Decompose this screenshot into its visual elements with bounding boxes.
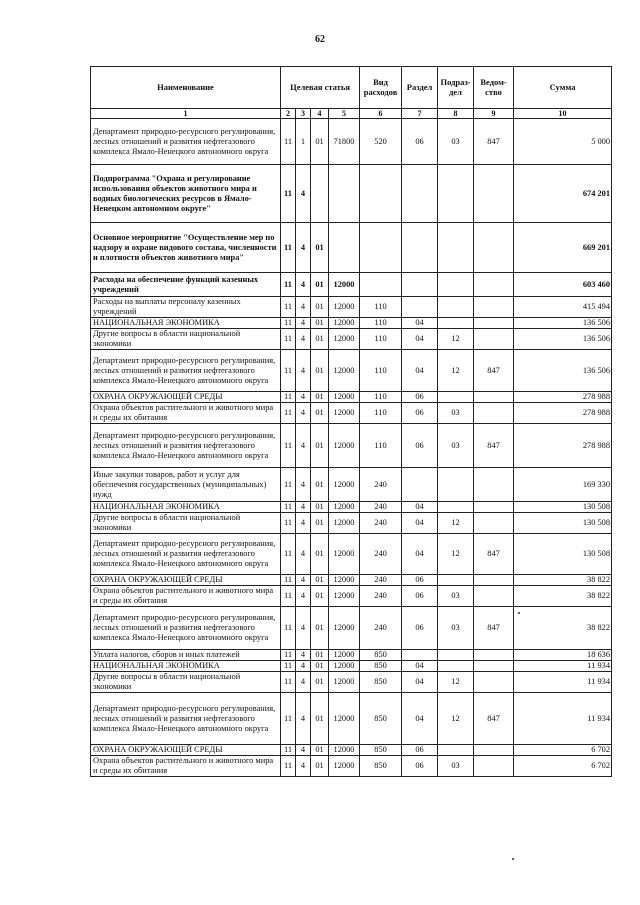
row-code-c6: 520	[360, 119, 402, 165]
row-name: ОХРАНА ОКРУЖАЮЩЕЙ СРЕДЫ	[91, 575, 281, 586]
row-code-c4: 01	[311, 650, 329, 661]
row-code-c7: 06	[402, 392, 438, 403]
row-code-c9: 847	[474, 424, 514, 468]
row-code-c8	[438, 297, 474, 318]
row-code-c6: 110	[360, 403, 402, 424]
row-code-c8	[438, 318, 474, 329]
row-code-c7: 06	[402, 745, 438, 756]
row-name: Основное мероприятие "Осуществление мер по надзору и охране видового состава, численности и плотности объектов животного мира"	[91, 223, 281, 273]
table-row	[91, 502, 612, 513]
row-code-c5: 12000	[329, 607, 360, 650]
row-code-c3: 4	[296, 661, 311, 672]
row-code-c2: 11	[281, 350, 296, 392]
row-code-c3: 4	[296, 403, 311, 424]
table-row	[91, 534, 612, 575]
row-code-c9	[474, 403, 514, 424]
row-code-c6: 240	[360, 575, 402, 586]
row-code-c3: 4	[296, 273, 311, 297]
column-index: 7	[402, 109, 438, 119]
row-code-c3: 4	[296, 575, 311, 586]
row-code-c7: 06	[402, 575, 438, 586]
row-code-c9	[474, 586, 514, 607]
row-amount: 11 934	[514, 693, 612, 745]
row-name: НАЦИОНАЛЬНАЯ ЭКОНОМИКА	[91, 661, 281, 672]
row-code-c4: 01	[311, 273, 329, 297]
table-row	[91, 297, 612, 318]
row-amount: 136 506	[514, 318, 612, 329]
row-code-c7: 04	[402, 350, 438, 392]
row-amount: 169 330	[514, 468, 612, 502]
row-code-c9	[474, 756, 514, 777]
column-index: 1	[91, 109, 281, 119]
row-code-c4: 01	[311, 534, 329, 575]
table-row	[91, 403, 612, 424]
row-code-c8: 12	[438, 693, 474, 745]
row-code-c9	[474, 502, 514, 513]
row-code-c5: 12000	[329, 318, 360, 329]
table-row	[91, 745, 612, 756]
row-code-c3: 4	[296, 650, 311, 661]
table-row	[91, 468, 612, 502]
table-body	[91, 119, 612, 777]
row-code-c8: 03	[438, 756, 474, 777]
row-code-c5	[329, 223, 360, 273]
row-code-c7: 04	[402, 502, 438, 513]
row-name: ОХРАНА ОКРУЖАЮЩЕЙ СРЕДЫ	[91, 392, 281, 403]
row-code-c7	[402, 165, 438, 223]
row-code-c9	[474, 468, 514, 502]
row-amount: 38 822	[514, 575, 612, 586]
row-code-c4: 01	[311, 403, 329, 424]
row-code-c2: 11	[281, 672, 296, 693]
row-code-c2: 11	[281, 318, 296, 329]
row-code-c9: 847	[474, 607, 514, 650]
row-code-c9	[474, 672, 514, 693]
row-code-c4: 01	[311, 119, 329, 165]
row-code-c6: 240	[360, 607, 402, 650]
row-code-c6: 850	[360, 661, 402, 672]
row-code-c9	[474, 392, 514, 403]
row-name: Уплата налогов, сборов и иных платежей	[91, 650, 281, 661]
row-code-c5: 12000	[329, 745, 360, 756]
row-code-c2: 11	[281, 297, 296, 318]
row-code-c8	[438, 575, 474, 586]
row-code-c3: 4	[296, 693, 311, 745]
row-name: Департамент природно-ресурсного регулирования, лесных отношений и развития нефтегазового комплекса Ямало-Ненецкого автономного округа	[91, 534, 281, 575]
row-code-c7	[402, 468, 438, 502]
row-code-c5: 12000	[329, 534, 360, 575]
row-code-c7: 04	[402, 672, 438, 693]
row-code-c7: 06	[402, 424, 438, 468]
row-name: Подпрограмма "Охрана и регулирование использования объектов животного мира и водных биологических ресурсов в Ямало-Ненецком автономном округе"	[91, 165, 281, 223]
row-amount: 674 201	[514, 165, 612, 223]
table-row	[91, 223, 612, 273]
row-amount: 136 506	[514, 350, 612, 392]
row-amount: 38 822	[514, 607, 612, 650]
header-target-article: Целевая статья	[281, 67, 360, 109]
row-code-c9	[474, 745, 514, 756]
row-code-c5: 71800	[329, 119, 360, 165]
scan-dot	[518, 612, 520, 614]
row-code-c8: 12	[438, 350, 474, 392]
row-code-c6: 850	[360, 745, 402, 756]
row-code-c8	[438, 273, 474, 297]
row-code-c2: 11	[281, 502, 296, 513]
row-code-c5: 12000	[329, 672, 360, 693]
table-row	[91, 329, 612, 350]
row-code-c9	[474, 165, 514, 223]
row-code-c2: 11	[281, 534, 296, 575]
table-row	[91, 586, 612, 607]
page-number: 62	[315, 34, 325, 45]
row-code-c2: 11	[281, 165, 296, 223]
table-row	[91, 513, 612, 534]
row-code-c8: 12	[438, 513, 474, 534]
column-index: 5	[329, 109, 360, 119]
table-row	[91, 756, 612, 777]
row-code-c9	[474, 273, 514, 297]
header-department: Ведом-ство	[474, 67, 514, 109]
row-code-c4: 01	[311, 672, 329, 693]
row-code-c8: 12	[438, 534, 474, 575]
row-code-c3: 4	[296, 745, 311, 756]
table-row	[91, 165, 612, 223]
row-code-c7	[402, 650, 438, 661]
row-code-c6: 110	[360, 329, 402, 350]
row-code-c9: 847	[474, 693, 514, 745]
row-code-c3: 4	[296, 513, 311, 534]
row-code-c6: 850	[360, 756, 402, 777]
row-code-c9	[474, 329, 514, 350]
row-code-c3: 4	[296, 329, 311, 350]
row-code-c4	[311, 165, 329, 223]
table-row	[91, 672, 612, 693]
row-code-c2: 11	[281, 392, 296, 403]
row-code-c5: 12000	[329, 297, 360, 318]
row-amount: 11 934	[514, 661, 612, 672]
row-code-c7: 06	[402, 586, 438, 607]
row-code-c5	[329, 165, 360, 223]
row-code-c9	[474, 223, 514, 273]
row-code-c2: 11	[281, 650, 296, 661]
row-code-c4: 01	[311, 392, 329, 403]
row-code-c2: 11	[281, 756, 296, 777]
row-code-c5: 12000	[329, 513, 360, 534]
row-code-c2: 11	[281, 661, 296, 672]
row-code-c2: 11	[281, 223, 296, 273]
row-code-c7: 04	[402, 318, 438, 329]
row-code-c7: 04	[402, 661, 438, 672]
row-name: Департамент природно-ресурсного регулирования, лесных отношений и развития нефтегазового комплекса Ямало-Ненецкого автономного округа	[91, 424, 281, 468]
row-code-c3: 4	[296, 392, 311, 403]
row-amount: 130 508	[514, 513, 612, 534]
row-code-c8	[438, 745, 474, 756]
row-code-c8: 03	[438, 403, 474, 424]
row-code-c7: 04	[402, 513, 438, 534]
row-amount: 669 201	[514, 223, 612, 273]
row-code-c6	[360, 223, 402, 273]
row-code-c6	[360, 273, 402, 297]
row-code-c6: 240	[360, 586, 402, 607]
row-code-c2: 11	[281, 607, 296, 650]
row-code-c9	[474, 513, 514, 534]
row-code-c5: 12000	[329, 329, 360, 350]
row-code-c8: 03	[438, 607, 474, 650]
column-index: 4	[311, 109, 329, 119]
row-code-c7: 06	[402, 119, 438, 165]
row-amount: 278 988	[514, 392, 612, 403]
row-code-c6: 110	[360, 392, 402, 403]
row-code-c2: 11	[281, 468, 296, 502]
row-code-c2: 11	[281, 586, 296, 607]
row-code-c9: 847	[474, 534, 514, 575]
row-code-c6: 850	[360, 650, 402, 661]
table-row	[91, 350, 612, 392]
row-code-c4: 01	[311, 586, 329, 607]
header-name: Наименование	[91, 67, 281, 109]
row-code-c3: 4	[296, 350, 311, 392]
row-code-c3: 4	[296, 502, 311, 513]
row-code-c5: 12000	[329, 273, 360, 297]
column-index-row	[91, 109, 612, 119]
row-code-c5: 12000	[329, 350, 360, 392]
row-code-c7: 04	[402, 534, 438, 575]
row-code-c9	[474, 575, 514, 586]
row-code-c6: 850	[360, 672, 402, 693]
row-code-c2: 11	[281, 403, 296, 424]
row-amount: 415 494	[514, 297, 612, 318]
row-name: Расходы на выплаты персоналу казенных учреждений	[91, 297, 281, 318]
row-amount: 136 506	[514, 329, 612, 350]
row-code-c7: 06	[402, 756, 438, 777]
row-code-c3: 4	[296, 586, 311, 607]
row-name: Иные закупки товаров, работ и услуг для обеспечения государственных (муниципальных) нужд	[91, 468, 281, 502]
row-code-c3: 1	[296, 119, 311, 165]
row-code-c6	[360, 165, 402, 223]
table-row	[91, 693, 612, 745]
row-code-c4: 01	[311, 661, 329, 672]
row-code-c8	[438, 650, 474, 661]
row-code-c5: 12000	[329, 756, 360, 777]
row-code-c8	[438, 468, 474, 502]
row-code-c4: 01	[311, 607, 329, 650]
row-amount: 603 460	[514, 273, 612, 297]
row-code-c6: 110	[360, 350, 402, 392]
row-amount: 278 988	[514, 403, 612, 424]
row-code-c5: 12000	[329, 468, 360, 502]
row-code-c9	[474, 650, 514, 661]
table-row	[91, 650, 612, 661]
row-code-c6: 110	[360, 424, 402, 468]
row-code-c4: 01	[311, 756, 329, 777]
row-amount: 5 000	[514, 119, 612, 165]
row-code-c3: 4	[296, 672, 311, 693]
row-code-c4: 01	[311, 513, 329, 534]
row-code-c7: 06	[402, 403, 438, 424]
table-row	[91, 607, 612, 650]
row-code-c7: 06	[402, 607, 438, 650]
row-name: ОХРАНА ОКРУЖАЮЩЕЙ СРЕДЫ	[91, 745, 281, 756]
header-amount: Сумма	[514, 67, 612, 109]
row-code-c8	[438, 165, 474, 223]
row-amount: 18 636	[514, 650, 612, 661]
row-code-c3: 4	[296, 223, 311, 273]
row-code-c5: 12000	[329, 392, 360, 403]
row-code-c2: 11	[281, 575, 296, 586]
row-code-c6: 240	[360, 468, 402, 502]
row-code-c8: 12	[438, 672, 474, 693]
row-code-c9	[474, 297, 514, 318]
row-code-c7	[402, 223, 438, 273]
row-code-c8	[438, 223, 474, 273]
row-code-c3: 4	[296, 756, 311, 777]
row-code-c4: 01	[311, 297, 329, 318]
row-code-c4: 01	[311, 329, 329, 350]
row-name: Другие вопросы в области национальной экономики	[91, 672, 281, 693]
row-code-c4: 01	[311, 424, 329, 468]
row-code-c9: 847	[474, 350, 514, 392]
row-amount: 6 702	[514, 745, 612, 756]
row-name: Другие вопросы в области национальной экономики	[91, 513, 281, 534]
table-row	[91, 273, 612, 297]
row-code-c8: 12	[438, 329, 474, 350]
row-code-c5: 12000	[329, 650, 360, 661]
header-section: Раздел	[402, 67, 438, 109]
row-code-c3: 4	[296, 534, 311, 575]
row-name: НАЦИОНАЛЬНАЯ ЭКОНОМИКА	[91, 318, 281, 329]
row-amount: 6 702	[514, 756, 612, 777]
row-code-c3: 4	[296, 424, 311, 468]
row-code-c6: 110	[360, 318, 402, 329]
row-code-c6: 240	[360, 534, 402, 575]
row-code-c5: 12000	[329, 403, 360, 424]
column-index: 9	[474, 109, 514, 119]
row-code-c5: 12000	[329, 575, 360, 586]
row-code-c8: 03	[438, 424, 474, 468]
row-code-c5: 12000	[329, 424, 360, 468]
row-code-c6: 240	[360, 502, 402, 513]
row-code-c2: 11	[281, 329, 296, 350]
row-amount: 130 508	[514, 534, 612, 575]
row-code-c9: 847	[474, 119, 514, 165]
row-code-c9	[474, 661, 514, 672]
row-code-c4: 01	[311, 502, 329, 513]
row-code-c3: 4	[296, 468, 311, 502]
row-code-c2: 11	[281, 745, 296, 756]
row-code-c8: 03	[438, 586, 474, 607]
row-code-c8	[438, 392, 474, 403]
row-code-c8	[438, 661, 474, 672]
row-code-c5: 12000	[329, 502, 360, 513]
row-name: Расходы на обеспечение функций казенных учреждений	[91, 273, 281, 297]
table-row	[91, 661, 612, 672]
row-code-c4: 01	[311, 468, 329, 502]
row-name: Департамент природно-ресурсного регулирования, лесных отношений и развития нефтегазового комплекса Ямало-Ненецкого автономного округа	[91, 693, 281, 745]
row-name: Департамент природно-ресурсного регулирования, лесных отношений и развития нефтегазового комплекса Ямало-Ненецкого автономного округа	[91, 350, 281, 392]
row-code-c6: 240	[360, 513, 402, 534]
row-code-c3: 4	[296, 607, 311, 650]
row-code-c9	[474, 318, 514, 329]
row-name: Охрана объектов растительного и животного мира и среды их обитания	[91, 586, 281, 607]
row-amount: 130 508	[514, 502, 612, 513]
row-code-c3: 4	[296, 297, 311, 318]
row-amount: 278 988	[514, 424, 612, 468]
row-name: Охрана объектов растительного и животного мира и среды их обитания	[91, 403, 281, 424]
row-code-c8	[438, 502, 474, 513]
column-index: 6	[360, 109, 402, 119]
row-code-c4: 01	[311, 223, 329, 273]
row-code-c2: 11	[281, 513, 296, 534]
scan-dot	[512, 858, 514, 860]
row-code-c6: 850	[360, 693, 402, 745]
row-code-c7	[402, 273, 438, 297]
table-row	[91, 424, 612, 468]
row-code-c2: 11	[281, 693, 296, 745]
row-code-c2: 11	[281, 273, 296, 297]
row-code-c5: 12000	[329, 586, 360, 607]
row-code-c5: 12000	[329, 661, 360, 672]
row-code-c6: 110	[360, 297, 402, 318]
row-code-c4: 01	[311, 575, 329, 586]
column-index: 10	[514, 109, 612, 119]
row-code-c4: 01	[311, 350, 329, 392]
header-row	[91, 67, 612, 109]
row-code-c5: 12000	[329, 693, 360, 745]
row-code-c4: 01	[311, 745, 329, 756]
row-name: Охрана объектов растительного и животного мира и среды их обитания	[91, 756, 281, 777]
row-name: Департамент природно-ресурсного регулирования, лесных отношений и развития нефтегазового комплекса Ямало-Ненецкого автономного округа	[91, 119, 281, 165]
row-name: Департамент природно-ресурсного регулирования, лесных отношений и развития нефтегазового комплекса Ямало-Ненецкого автономного округа	[91, 607, 281, 650]
row-code-c8: 03	[438, 119, 474, 165]
row-code-c3: 4	[296, 318, 311, 329]
row-name: Другие вопросы в области национальной экономики	[91, 329, 281, 350]
table-row	[91, 318, 612, 329]
row-name: НАЦИОНАЛЬНАЯ ЭКОНОМИКА	[91, 502, 281, 513]
table-row	[91, 119, 612, 165]
row-amount: 38 822	[514, 586, 612, 607]
table-row	[91, 575, 612, 586]
column-index: 8	[438, 109, 474, 119]
budget-table	[90, 66, 612, 777]
column-index: 3	[296, 109, 311, 119]
row-code-c7	[402, 297, 438, 318]
column-index: 2	[281, 109, 296, 119]
table-row	[91, 392, 612, 403]
row-code-c2: 11	[281, 424, 296, 468]
row-code-c3: 4	[296, 165, 311, 223]
row-code-c7: 04	[402, 329, 438, 350]
row-code-c2: 11	[281, 119, 296, 165]
row-code-c4: 01	[311, 318, 329, 329]
header-expense-type: Вид расходов	[360, 67, 402, 109]
header-subsection: Подраз-дел	[438, 67, 474, 109]
row-code-c4: 01	[311, 693, 329, 745]
row-code-c7: 04	[402, 693, 438, 745]
row-amount: 11 934	[514, 672, 612, 693]
